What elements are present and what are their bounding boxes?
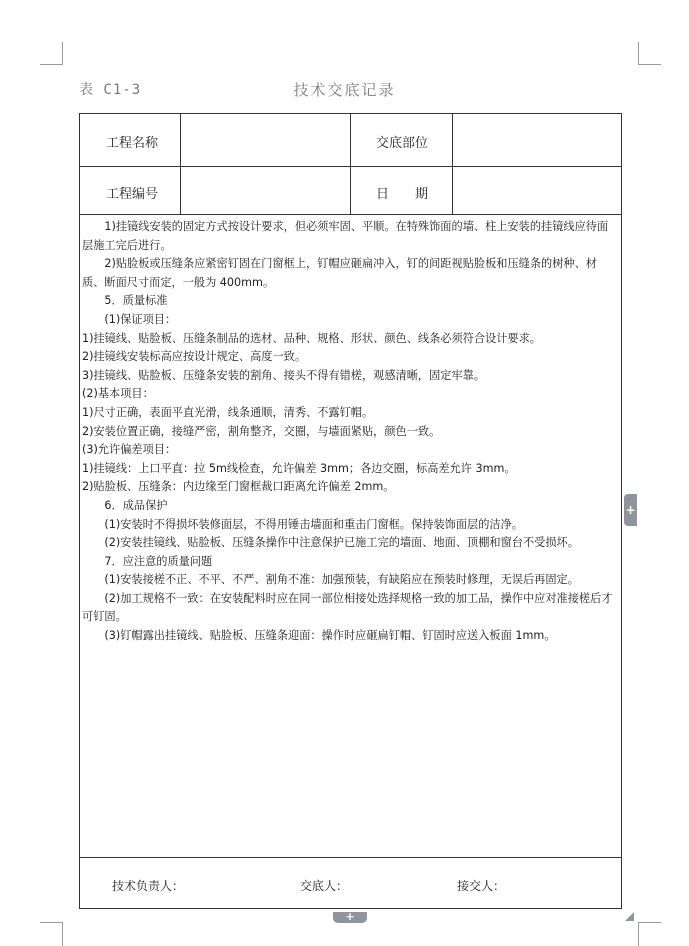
project-number-label: 工程编号 — [106, 187, 159, 202]
record-table — [79, 113, 622, 909]
row-divider — [80, 214, 621, 215]
content-paragraph: 2)贴脸板、压缝条：内边缘至门窗框裁口距离允许偏差 2mm。 — [82, 480, 395, 494]
crop-mark-top-right — [638, 42, 661, 65]
content-paragraph: (1)安装接槎不正、不平、不严、割角不准：加强预装，有缺陷应在预装时修理，无误后再固定。 — [104, 573, 579, 587]
project-name-label: 工程名称 — [106, 136, 159, 151]
content-paragraph: 1)挂镜线安装的固定方式按设计要求，但必须牢固、平顺。在特殊饰面的墙、柱上安装的挂镜线应待面层施工完后进行。 — [82, 220, 609, 252]
column-divider — [350, 114, 351, 214]
content-paragraph: (1)安装时不得损坏装修面层，不得用锤击墙面和重击门窗框。保持装饰面层的洁净。 — [104, 517, 523, 531]
section-heading: 7．应注意的质量问题 — [104, 554, 213, 568]
column-divider — [452, 114, 453, 214]
form-code: 表 C1-3 — [79, 82, 142, 98]
crop-mark-top-left — [40, 42, 63, 65]
row-divider — [80, 857, 621, 858]
bottom-expand-tab[interactable]: + — [333, 912, 367, 923]
content-paragraph: 3)挂镜线、贴脸板、压缝条安装的割角、接头不得有错槎，观感清晰，固定牢靠。 — [82, 368, 486, 382]
content-paragraph: 1)挂镜线、贴脸板、压缝条制品的选材、品种、规格、形状、颜色、线条必须符合设计要求。 — [82, 331, 541, 345]
content-paragraph: (1)保证项目： — [104, 312, 177, 326]
crop-mark-bottom-right — [638, 922, 661, 946]
section-heading: 5．质量标准 — [104, 294, 168, 308]
column-divider — [180, 114, 181, 214]
content-paragraph: 1)挂镜线：上口平直：拉 5m线检查，允许偏差 3mm；各边交圈，标高差允许 3mm。 — [82, 461, 516, 475]
handover-content — [82, 218, 618, 646]
content-paragraph: (2)加工规格不一致：在安装配料时应在同一部位相接处选择规格一致的加工品，操作中应对准接槎后才可钉固。 — [82, 591, 613, 624]
discloser-label: 交底人： — [300, 879, 349, 893]
content-paragraph: (2)安装挂镜线、贴脸板、压缝条操作中注意保护已施工完的墙面、地面、顶棚和窗台不受损坏。 — [104, 536, 579, 550]
content-paragraph: (2)基本项目： — [82, 387, 154, 401]
date-label: 日 期 — [376, 187, 429, 202]
content-paragraph: 2)安装位置正确，接缝严密，割角整齐，交圈，与墙面紧贴，颜色一致。 — [82, 424, 441, 438]
handover-part-label: 交底部位 — [376, 136, 429, 151]
resize-grip-icon[interactable] — [625, 912, 634, 921]
document-title: 技术交底记录 — [293, 81, 396, 99]
content-paragraph: 1)尺寸正确，表面平直光滑，线条通顺，清秀、不露钉帽。 — [82, 405, 374, 419]
content-paragraph: (3)允许偏差项目： — [82, 443, 177, 457]
crop-mark-bottom-left — [40, 922, 63, 946]
tech-lead-label: 技术负责人： — [112, 879, 185, 893]
receiver-label: 接交人： — [457, 879, 506, 893]
content-paragraph: 2)贴脸板或压缝条应紧密钉固在门窗框上，钉帽应砸扁冲入，钉的间距视贴脸板和压缝条的树种、材质、断面尺寸而定，一般为 400mm。 — [82, 257, 597, 289]
side-expand-tab[interactable]: + — [624, 494, 637, 526]
section-heading: 6．成品保护 — [104, 498, 168, 512]
content-paragraph: 2)挂镜线安装标高应按设计规定、高度一致。 — [82, 350, 307, 364]
content-paragraph: (3)钉帽露出挂镜线、贴脸板、压缝条迎面：操作时应砸扁钉帽、钉固时应送入板面 1mm。 — [104, 629, 556, 643]
